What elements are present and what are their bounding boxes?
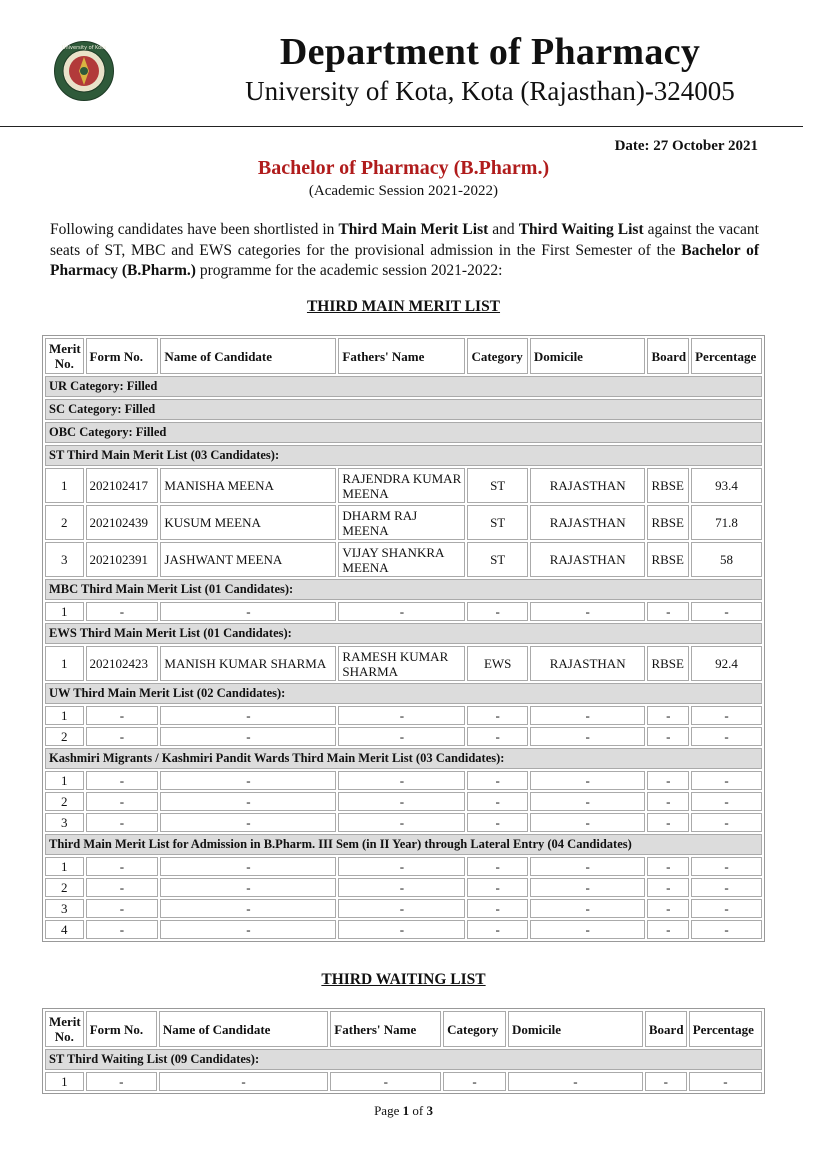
table-cell: - — [530, 706, 646, 725]
column-header: Board — [647, 338, 689, 374]
table-header-row — [45, 338, 762, 374]
category-row — [45, 399, 762, 420]
programme-title: Bachelor of Pharmacy (B.Pharm.) — [257, 157, 550, 179]
table-cell: 58 — [691, 542, 762, 577]
university-address: University of Kota, Kota (Rajasthan)-324005 — [245, 76, 735, 106]
category-row — [45, 422, 762, 443]
table-cell: - — [689, 1072, 762, 1091]
waiting-list-heading: THIRD WAITING LIST — [321, 971, 486, 988]
table-cell: - — [645, 1072, 687, 1091]
table-cell: - — [86, 920, 159, 939]
table-cell: - — [160, 920, 336, 939]
table-cell: - — [691, 878, 762, 897]
table-cell: 2 — [45, 505, 84, 540]
table-cell: RBSE — [647, 468, 689, 503]
table-row — [45, 468, 762, 503]
logo-text: University of Kota — [61, 45, 107, 51]
table-cell: - — [467, 727, 527, 746]
column-header: Form No. — [86, 338, 159, 374]
table-row — [45, 899, 762, 918]
table-row — [45, 646, 762, 681]
table-cell: 3 — [45, 813, 84, 832]
table-cell: - — [467, 899, 527, 918]
table-cell: - — [530, 857, 646, 876]
table-cell: ST — [467, 468, 527, 503]
table-cell: - — [86, 771, 159, 790]
table-cell: - — [691, 920, 762, 939]
table-cell: - — [691, 792, 762, 811]
table-cell: - — [530, 899, 646, 918]
table-cell: 1 — [45, 602, 84, 621]
table-cell: 202102423 — [86, 646, 159, 681]
table-cell: - — [443, 1072, 506, 1091]
table-cell: 1 — [45, 771, 84, 790]
page-footer: Page 1 of 3 — [374, 1103, 433, 1118]
column-header: Percentage — [691, 338, 762, 374]
table-cell: KUSUM MEENA — [160, 505, 336, 540]
table-cell: - — [338, 878, 465, 897]
table-cell: - — [691, 706, 762, 725]
intro-paragraph: Following candidates have been shortlisted in Third Main Merit List and Third Waiting List against the vacant seats of ST, MBC and EWS categories for the provisional admission in the First Semester of the Bachelor of Pharmacy (B.Pharm.) programme for the academic session 2021-2022: — [50, 221, 759, 279]
category-label: EWS Third Main Merit List (01 Candidates): — [45, 623, 762, 644]
column-header: Category — [467, 338, 527, 374]
table-cell: - — [330, 1072, 441, 1091]
table-cell: 3 — [45, 542, 84, 577]
category-row — [45, 683, 762, 704]
academic-session: (Academic Session 2021-2022) — [308, 183, 499, 199]
table-cell: 202102391 — [86, 542, 159, 577]
table-cell: - — [338, 706, 465, 725]
category-row — [45, 834, 762, 855]
table-cell: - — [160, 878, 336, 897]
table-cell: - — [338, 813, 465, 832]
table-cell: 3 — [45, 899, 84, 918]
table-cell: RBSE — [647, 505, 689, 540]
table-cell: - — [86, 899, 159, 918]
table-cell: - — [338, 602, 465, 621]
table-cell: - — [691, 602, 762, 621]
table-cell: RAJASTHAN — [530, 646, 646, 681]
table-cell: - — [467, 878, 527, 897]
table-cell: 1 — [45, 1072, 84, 1091]
merit-list-table — [42, 335, 765, 942]
table-cell: - — [160, 792, 336, 811]
table-cell: 202102417 — [86, 468, 159, 503]
column-header: Name of Candidate — [160, 338, 336, 374]
column-header: Domicile — [530, 338, 646, 374]
table-cell: - — [338, 727, 465, 746]
table-cell: - — [160, 706, 336, 725]
category-label: UR Category: Filled — [45, 376, 762, 397]
table-cell: - — [691, 727, 762, 746]
column-header: Merit No. — [45, 1011, 84, 1047]
table-cell: 2 — [45, 727, 84, 746]
table-cell: - — [647, 771, 689, 790]
table-cell: 202102439 — [86, 505, 159, 540]
header-divider — [0, 126, 803, 127]
table-cell: RBSE — [647, 646, 689, 681]
table-row — [45, 813, 762, 832]
table-cell: RAJASTHAN — [530, 468, 646, 503]
table-cell: - — [467, 771, 527, 790]
table-cell: MANISHA MEENA — [160, 468, 336, 503]
table-cell: - — [530, 920, 646, 939]
column-header: Fathers' Name — [338, 338, 465, 374]
table-cell: - — [647, 857, 689, 876]
table-cell: - — [691, 857, 762, 876]
table-cell: - — [647, 813, 689, 832]
table-cell: RAMESH KUMAR SHARMA — [338, 646, 465, 681]
category-label: OBC Category: Filled — [45, 422, 762, 443]
table-cell: DHARM RAJ MEENA — [338, 505, 465, 540]
table-row — [45, 1072, 762, 1091]
column-header: Fathers' Name — [330, 1011, 441, 1047]
merit-list-heading: THIRD MAIN MERIT LIST — [306, 298, 501, 315]
table-cell: - — [647, 792, 689, 811]
table-cell: - — [160, 771, 336, 790]
table-cell: - — [160, 602, 336, 621]
table-cell: - — [530, 878, 646, 897]
table-cell: - — [86, 1072, 157, 1091]
table-cell: - — [647, 602, 689, 621]
table-cell: - — [338, 792, 465, 811]
table-cell: - — [159, 1072, 328, 1091]
column-header: Merit No. — [45, 338, 84, 374]
table-row — [45, 920, 762, 939]
category-label: Third Main Merit List for Admission in B.Pharm. III Sem (in II Year) through Lateral Entry (04 Candidates) — [45, 834, 762, 855]
table-cell: - — [467, 813, 527, 832]
column-header: Percentage — [689, 1011, 762, 1047]
table-cell: - — [160, 813, 336, 832]
category-row — [45, 445, 762, 466]
category-row — [45, 376, 762, 397]
category-label: MBC Third Main Merit List (01 Candidates): — [45, 579, 762, 600]
table-row — [45, 727, 762, 746]
column-header: Name of Candidate — [159, 1011, 328, 1047]
table-cell: 1 — [45, 857, 84, 876]
category-row — [45, 1049, 762, 1070]
column-header: Board — [645, 1011, 687, 1047]
category-row — [45, 623, 762, 644]
table-cell: RAJASTHAN — [530, 542, 646, 577]
table-cell: - — [530, 727, 646, 746]
table-header-row — [45, 1011, 762, 1047]
table-cell: - — [338, 899, 465, 918]
table-cell: 2 — [45, 878, 84, 897]
table-cell: - — [86, 602, 159, 621]
table-cell: - — [647, 706, 689, 725]
column-header: Form No. — [86, 1011, 157, 1047]
table-cell: 4 — [45, 920, 84, 939]
table-cell: - — [160, 899, 336, 918]
table-row — [45, 771, 762, 790]
table-cell: 1 — [45, 646, 84, 681]
table-cell: MANISH KUMAR SHARMA — [160, 646, 336, 681]
table-cell: ST — [467, 505, 527, 540]
table-cell: - — [467, 920, 527, 939]
table-cell: - — [86, 878, 159, 897]
column-header: Domicile — [508, 1011, 643, 1047]
table-cell: - — [647, 920, 689, 939]
table-cell: - — [338, 920, 465, 939]
table-cell: - — [530, 771, 646, 790]
table-row — [45, 602, 762, 621]
table-cell: ST — [467, 542, 527, 577]
table-cell: JASHWANT MEENA — [160, 542, 336, 577]
category-row — [45, 748, 762, 769]
table-cell: - — [530, 602, 646, 621]
table-cell: 92.4 — [691, 646, 762, 681]
table-row — [45, 505, 762, 540]
table-cell: - — [691, 813, 762, 832]
table-cell: - — [691, 771, 762, 790]
table-cell: - — [508, 1072, 643, 1091]
category-label: UW Third Main Merit List (02 Candidates): — [45, 683, 762, 704]
category-label: SC Category: Filled — [45, 399, 762, 420]
table-cell: - — [86, 813, 159, 832]
table-cell: 1 — [45, 706, 84, 725]
table-cell: - — [86, 857, 159, 876]
category-label: Kashmiri Migrants / Kashmiri Pandit Wards Third Main Merit List (03 Candidates): — [45, 748, 762, 769]
table-row — [45, 542, 762, 577]
table-cell: - — [338, 771, 465, 790]
table-cell: - — [86, 706, 159, 725]
table-row — [45, 706, 762, 725]
table-cell: 71.8 — [691, 505, 762, 540]
table-cell: - — [530, 813, 646, 832]
department-title: Department of Pharmacy — [279, 31, 701, 73]
table-cell: - — [467, 857, 527, 876]
table-cell: - — [467, 602, 527, 621]
table-cell: - — [160, 857, 336, 876]
table-cell: - — [647, 899, 689, 918]
table-cell: - — [647, 878, 689, 897]
table-cell: - — [647, 727, 689, 746]
table-cell: RAJASTHAN — [530, 505, 646, 540]
table-cell: - — [86, 727, 159, 746]
category-label: ST Third Waiting List (09 Candidates): — [45, 1049, 762, 1070]
table-row — [45, 857, 762, 876]
table-cell: VIJAY SHANKRA MEENA — [338, 542, 465, 577]
table-cell: 2 — [45, 792, 84, 811]
table-cell: RBSE — [647, 542, 689, 577]
table-row — [45, 792, 762, 811]
category-row — [45, 579, 762, 600]
category-label: ST Third Main Merit List (03 Candidates): — [45, 445, 762, 466]
table-cell: 93.4 — [691, 468, 762, 503]
table-cell: EWS — [467, 646, 527, 681]
table-cell: - — [691, 899, 762, 918]
column-header: Category — [443, 1011, 506, 1047]
table-cell: - — [467, 706, 527, 725]
table-cell: - — [530, 792, 646, 811]
waiting-list-table — [42, 1008, 765, 1094]
table-cell: - — [467, 792, 527, 811]
table-cell: - — [160, 727, 336, 746]
university-logo — [53, 40, 115, 102]
table-cell: 1 — [45, 468, 84, 503]
document-date: Date: 27 October 2021 — [614, 138, 758, 154]
table-cell: RAJENDRA KUMAR MEENA — [338, 468, 465, 503]
table-cell: - — [338, 857, 465, 876]
table-cell: - — [86, 792, 159, 811]
table-row — [45, 878, 762, 897]
